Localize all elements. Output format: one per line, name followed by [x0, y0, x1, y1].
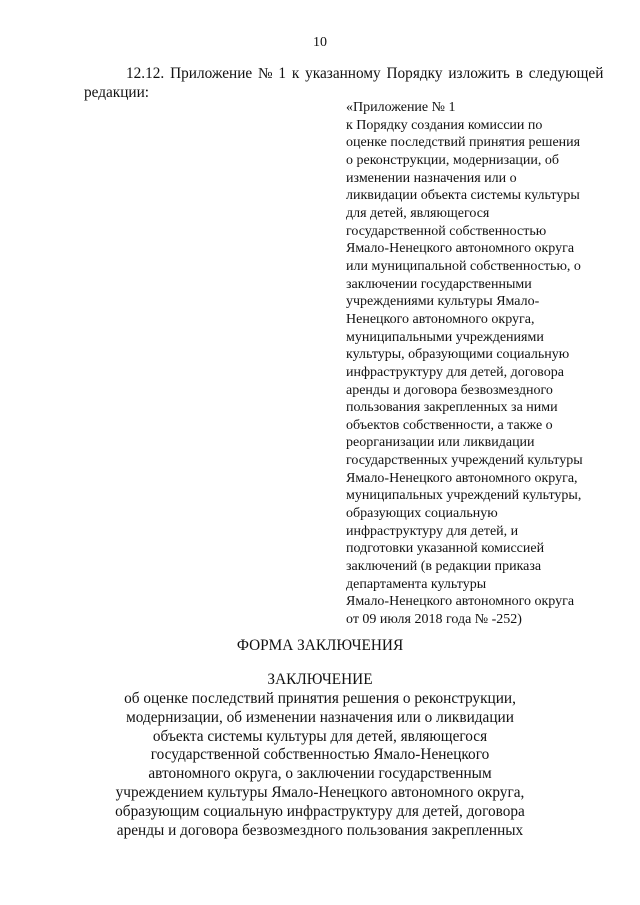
appendix-line: Ненецкого автономного округа,	[346, 311, 535, 327]
appendix-line: Ямало-Ненецкого автономного округа,	[346, 470, 578, 486]
form-title: ФОРМА ЗАКЛЮЧЕНИЯ	[236, 637, 404, 654]
appendix-line: от 09 июля 2018 года № -252)	[346, 612, 522, 628]
appendix-line: Ямало-Ненецкого автономного округа	[346, 594, 575, 610]
appendix-line: муниципальными учреждениями	[346, 329, 544, 345]
appendix-line: изменении назначения или о	[346, 170, 517, 186]
conclusion-subtitle	[0, 690, 640, 840]
appendix-line: учреждениями культуры Ямало-	[346, 294, 540, 310]
appendix-line: инфраструктуру для детей, и	[346, 523, 519, 539]
appendix-line: к Порядку создания комиссии по	[346, 117, 543, 133]
appendix-header	[346, 99, 616, 629]
amendment-line: редакции:	[84, 84, 150, 101]
appendix-line: или муниципальной собственностью, о	[346, 258, 581, 274]
appendix-line: муниципальных учреждений культуры,	[346, 488, 582, 504]
appendix-line: заключений (в редакции приказа	[346, 559, 542, 575]
appendix-line: образующих социальную	[346, 506, 498, 522]
appendix-line: пользования закрепленных за ними	[346, 400, 558, 416]
appendix-line: аренды и договора безвозмездного	[346, 382, 553, 398]
conclusion-line: аренды и договора безвозмездного пользования закрепленных	[116, 821, 524, 839]
appendix-line: Ямало-Ненецкого автономного округа	[346, 241, 575, 257]
appendix-line: инфраструктуру для детей, договора	[346, 364, 564, 380]
appendix-line: подготовки указанной комиссией	[346, 541, 545, 557]
conclusion-line: государственной собственностью Ямало-Ненецкого	[150, 746, 490, 764]
conclusion-title: ЗАКЛЮЧЕНИЕ	[267, 671, 373, 688]
conclusion-line: учреждением культуры Ямало-Ненецкого автономного округа,	[115, 783, 525, 801]
page-number: 10	[313, 35, 327, 50]
conclusion-line: модернизации, об изменении назначения или о ликвидации	[126, 708, 514, 726]
appendix-line: заключении государственными	[346, 276, 532, 292]
appendix-line: культуры, образующими социальную	[346, 347, 570, 363]
conclusion-line: об оценке последствий принятия решения о реконструкции,	[124, 690, 516, 707]
appendix-line: государственной собственностью	[346, 223, 547, 239]
conclusion-line: объекта системы культуры для детей, являющегося	[152, 727, 488, 745]
appendix-line: реорганизации или ликвидации	[346, 435, 535, 451]
appendix-line: ликвидации объекта системы культуры	[346, 188, 580, 204]
appendix-line: для детей, являющегося	[346, 205, 490, 221]
conclusion-line: автономного округа, о заключении государственным	[148, 765, 492, 783]
appendix-line: о реконструкции, модернизации, об	[346, 152, 560, 168]
amendment-paragraph	[84, 64, 604, 102]
appendix-line: государственных учреждений культуры	[346, 453, 583, 469]
amendment-line: 12.12. Приложение № 1 к указанному Порядку изложить в следующей	[126, 65, 604, 82]
appendix-line: департамента культуры	[346, 576, 487, 592]
appendix-line: объектов собственности, а также о	[346, 417, 553, 433]
appendix-line: «Приложение № 1	[346, 100, 456, 115]
appendix-line: оценке последствий принятия решения	[346, 135, 581, 151]
conclusion-line: образующим социальную инфраструктуру для детей, договора	[115, 802, 525, 820]
